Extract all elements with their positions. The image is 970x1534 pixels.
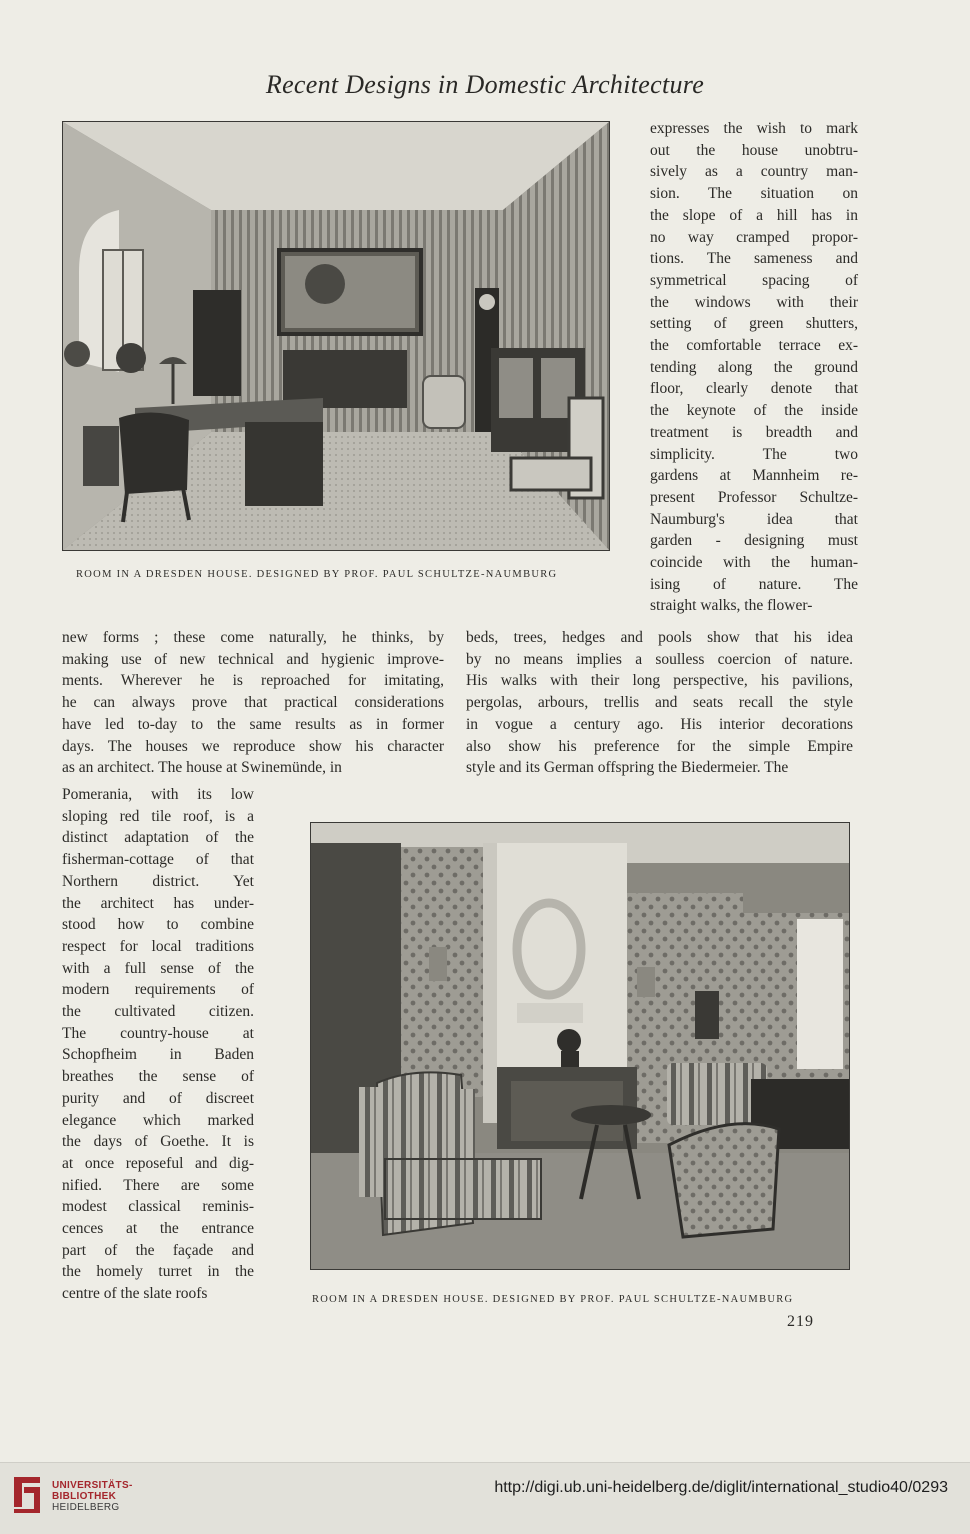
text-line: Northern district. Yet (62, 872, 254, 890)
text-column-right (466, 627, 853, 779)
text-line: Schopfheim in Baden (62, 1046, 254, 1064)
text-line: gardens at Mannheim re- (650, 467, 858, 485)
text-line: sively as a country man- (650, 163, 858, 181)
library-name (52, 1480, 133, 1513)
running-header: Recent Designs in Domestic Architecture (265, 70, 705, 99)
text-line: floor, clearly denote that (650, 380, 858, 398)
text-column-left (62, 627, 444, 779)
text-line: pergolas, arbours, trellis and seats recall the style (466, 694, 853, 712)
text-line: style and its German offspring the Biedermeier. The (466, 759, 789, 777)
text-line: also show his preference for the simple Empire (466, 737, 853, 755)
text-line: in vogue a century ago. His interior decorations (466, 715, 853, 733)
text-line: elegance which marked (62, 1111, 254, 1129)
text-line: he can always prove that practical considerations (62, 694, 444, 712)
text-line: making use of new technical and hygienic improve- (62, 650, 444, 668)
room-illustration-1 (63, 122, 609, 550)
text-line: tending along the ground (650, 358, 858, 376)
figure-1-photo (62, 121, 610, 551)
text-line: the comfortable terrace ex- (650, 337, 858, 355)
text-line: centre of the slate roofs (62, 1285, 208, 1303)
text-line: the keynote of the inside (650, 402, 858, 420)
text-line: expresses the wish to mark (650, 120, 858, 137)
library-name-line-3: HEIDELBERG (52, 1502, 120, 1513)
text-line: modern requirements of (62, 981, 254, 999)
text-line: sloping red tile roof, is a (62, 807, 254, 825)
text-line: sion. The situation on (650, 185, 858, 203)
text-line: His walks with their long perspective, his pavilions, (466, 672, 853, 690)
text-line: modest classical reminis- (62, 1198, 254, 1216)
text-line: Pomerania, with its low (62, 786, 254, 803)
text-line: part of the façade and (62, 1241, 254, 1259)
text-line: Naumburg's idea that (650, 510, 858, 528)
text-line: fisherman-cottage of that (62, 851, 254, 869)
text-line: by no means implies a soulless coercion of nature. (466, 650, 853, 668)
text-line: cences at the entrance (62, 1220, 254, 1238)
source-url-link[interactable]: http://digi.ub.uni-heidelberg.de/diglit/international_studio40/0293 (494, 1479, 948, 1496)
text-line: new forms ; these come naturally, he thinks, by (62, 629, 444, 646)
text-line: ising of nature. The (650, 575, 858, 593)
text-line: beds, trees, hedges and pools show that his idea (466, 629, 853, 646)
text-line: the architect has under- (62, 894, 254, 912)
text-line: at once reposeful and dig- (62, 1154, 254, 1172)
text-line: the slope of a hill has in (650, 206, 858, 224)
text-line: the days of Goethe. It is (62, 1133, 254, 1151)
text-column-right-top (650, 118, 858, 617)
text-line: purity and of discreet (62, 1089, 254, 1107)
figure-2-photo (310, 822, 850, 1270)
page-number: 219 (787, 1313, 814, 1330)
text-line: distinct adaptation of the (62, 829, 254, 847)
text-line: out the house unobtru- (650, 141, 858, 159)
text-line: days. The houses we reproduce show his character (62, 737, 444, 755)
figure-1-caption: ROOM IN A DRESDEN HOUSE. DESIGNED BY PROF. PAUL SCHULTZE-NAUMBURG (76, 569, 558, 580)
text-column-narrow (62, 784, 254, 1305)
text-line: garden - designing must (650, 532, 858, 550)
text-line: treatment is breadth and (650, 423, 858, 441)
text-line: as an architect. The house at Swinemünde, in (62, 759, 342, 777)
text-line: breathes the sense of (62, 1068, 254, 1086)
text-line: stood how to combine (62, 916, 254, 934)
library-footer (0, 1462, 970, 1534)
text-line: the cultivated citizen. (62, 1003, 254, 1021)
text-line: nified. There are some (62, 1176, 254, 1194)
text-line: coincide with the human- (650, 554, 858, 572)
text-line: tions. The sameness and (650, 250, 858, 268)
text-line: the windows with their (650, 293, 858, 311)
library-name-line-2: BIBLIOTHEK (52, 1491, 117, 1502)
text-line: the homely turret in the (62, 1263, 254, 1281)
text-line: simplicity. The two (650, 445, 858, 463)
text-line: straight walks, the flower- (650, 597, 813, 615)
text-line: have led to-day to the same results as in former (62, 715, 444, 733)
room-illustration-2 (311, 823, 849, 1269)
figure-2-caption: ROOM IN A DRESDEN HOUSE. DESIGNED BY PROF. PAUL SCHULTZE-NAUMBURG (312, 1294, 794, 1305)
text-line: ments. Wherever he is reproached for imitating, (62, 672, 444, 690)
text-line: respect for local traditions (62, 937, 254, 955)
text-line: The country-house at (62, 1024, 254, 1042)
university-library-logo-icon (10, 1473, 44, 1517)
text-line: present Professor Schultze- (650, 488, 858, 506)
text-line: setting of green shutters, (650, 315, 858, 333)
library-name-line-1: UNIVERSITÄTS- (52, 1480, 133, 1491)
text-line: symmetrical spacing of (650, 271, 858, 289)
text-line: no way cramped propor- (650, 228, 858, 246)
text-line: with a full sense of the (62, 959, 254, 977)
